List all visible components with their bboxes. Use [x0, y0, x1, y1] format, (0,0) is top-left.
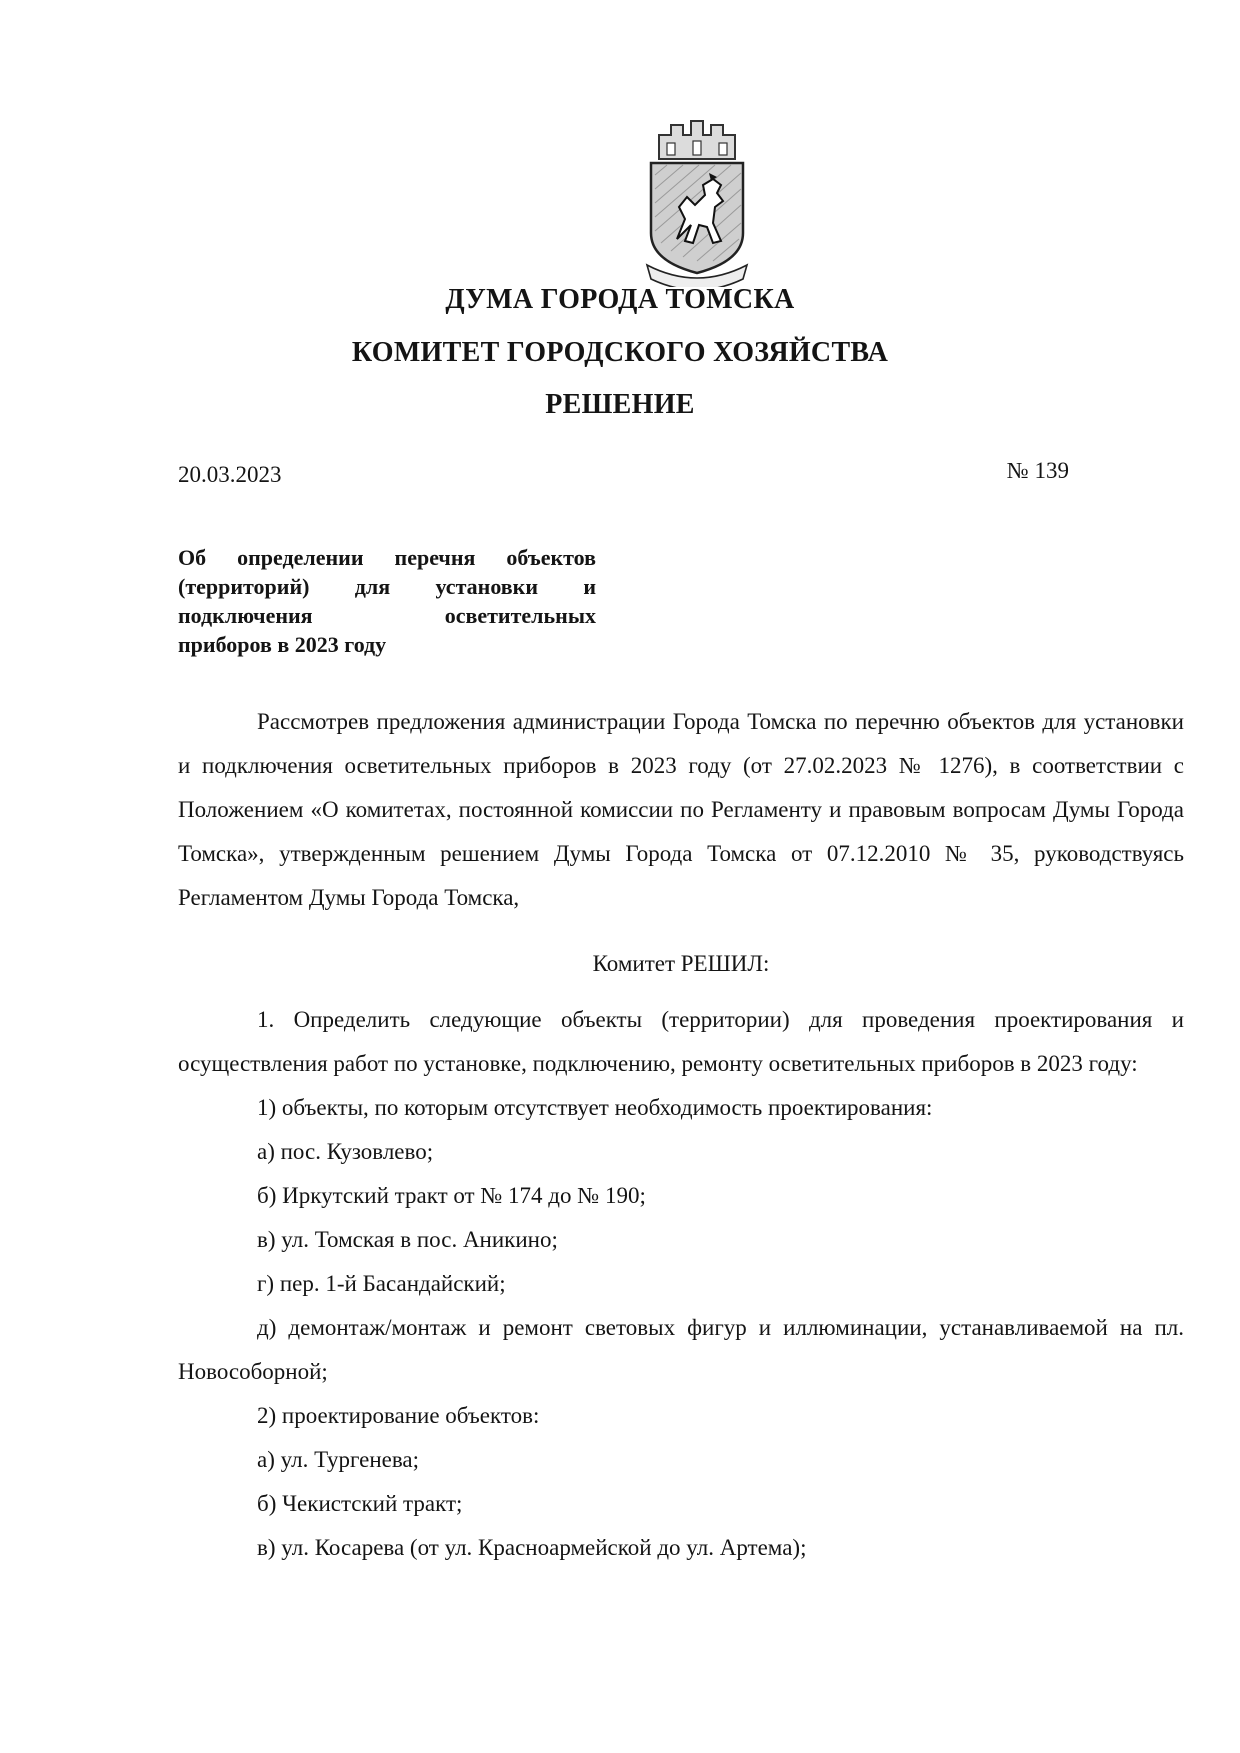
preamble-paragraph: Рассмотрев предложения администрации Города Томска по перечню объектов для установки и подключения осветительных приборов в 2023 году (от 27.02.2023 № 1276), в соответствии с Положением «О комитетах, постоянной комиссии по Регламенту и правовым вопросам Думы Города Томска», утвержденным решением Думы Города Томска от 07.12.2010 № 35, руководствуясь Регламентом Думы Города Томска,: [178, 709, 1184, 910]
duma-title: ДУМА ГОРОДА ТОМСКА: [445, 284, 795, 315]
list-item: г) пер. 1-й Басандайский;: [257, 1271, 506, 1296]
subject-line: приборов в 2023 году: [178, 632, 387, 657]
committee-title: КОМИТЕТ ГОРОДСКОГО ХОЗЯЙСТВА: [351, 337, 889, 368]
list-item: б) Чекистский тракт;: [257, 1491, 463, 1516]
list-item: д) демонтаж/монтаж и ремонт световых фигур и иллюминации, устанавливаемой на пл. Новособорной;: [178, 1315, 1184, 1384]
tomsk-coat-of-arms-icon: [641, 115, 753, 287]
list-item: в) ул. Косарева (от ул. Красноармейской до ул. Артема);: [257, 1535, 807, 1560]
subject-line: подключения осветительных: [178, 603, 596, 628]
list-item: а) пос. Кузовлево;: [257, 1139, 434, 1164]
document-subject: [178, 543, 596, 659]
document-body: [178, 700, 1184, 1570]
list-item: б) Иркутский тракт от № 174 до № 190;: [257, 1183, 646, 1208]
document-date: 20.03.2023: [178, 462, 282, 487]
resolution-heading: Комитет РЕШИЛ:: [592, 951, 770, 976]
point-1-paragraph: 1. Определить следующие объекты (территории) для проведения проектирования и осуществления работ по установке, подключению, ремонту осветительных приборов в 2023 году:: [178, 1007, 1184, 1076]
subpoint-1-title: 1) объекты, по которым отсутствует необходимость проектирования:: [257, 1095, 933, 1120]
document-type-title: РЕШЕНИЕ: [545, 389, 695, 420]
document-number: № 139: [1006, 458, 1069, 483]
subpoint-2-title: 2) проектирование объектов:: [257, 1403, 540, 1428]
subject-line: (территорий) для установки и: [178, 574, 596, 599]
list-item: а) ул. Тургенева;: [257, 1447, 419, 1472]
subject-line: Об определении перечня объектов: [178, 545, 596, 570]
list-item: в) ул. Томская в пос. Аникино;: [257, 1227, 558, 1252]
